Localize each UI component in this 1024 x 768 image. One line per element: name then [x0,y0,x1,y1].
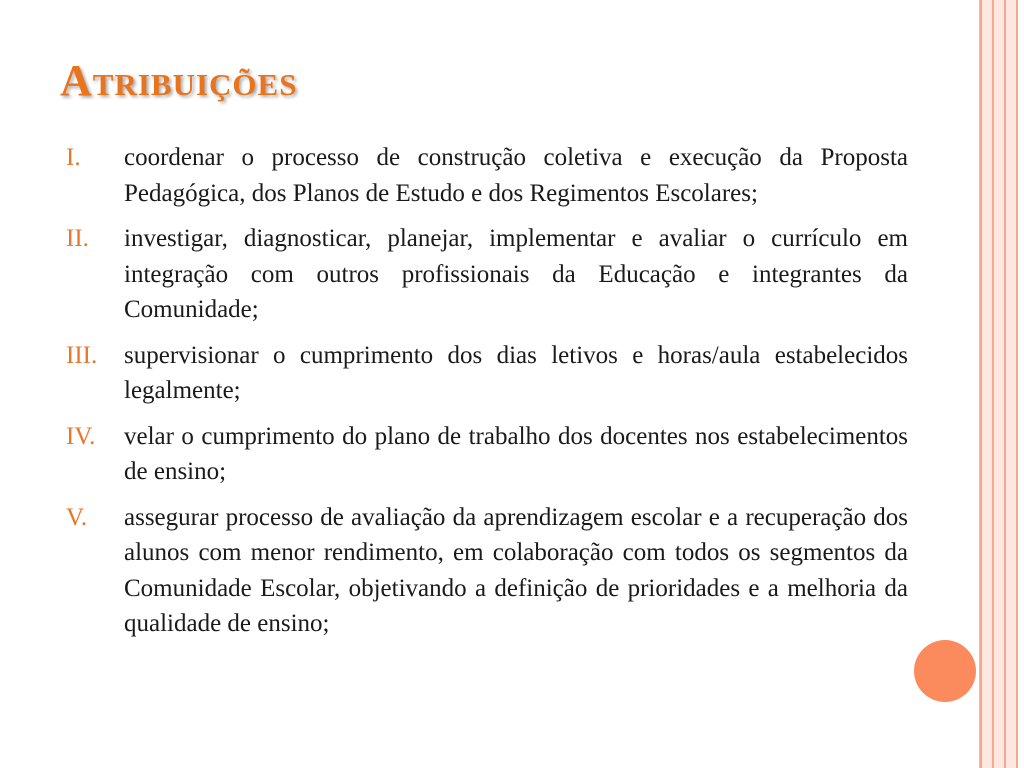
list-item [66,419,908,490]
list-item [66,500,908,642]
attributions-list [66,140,908,652]
list-item-number: I. [66,144,81,171]
list-item-number: V. [66,503,88,531]
list-item-text: assegurar processo de avaliação da aprendizagem escolar e a recuperação dos alunos com menor rendimento, em colaboração com todos os segmentos da Comunidade Escolar, objetivando a definição de prioridades e a melhoria da qualidade de ensino; [124,503,908,637]
list-item-text: supervisionar o cumprimento dos dias letivos e horas/aula estabelecidos legalmente; [124,341,908,404]
list-item-number: II. [66,225,89,252]
accent-circle-icon [914,640,976,702]
frame-fill [1006,0,1016,768]
frame-fill [994,0,1004,768]
decorative-edge-frame [980,0,1024,768]
frame-line [1016,0,1018,768]
list-item-number: IV. [66,422,96,450]
list-item [66,221,908,328]
list-item-number: III. [66,341,98,369]
slide-title: Atribuições [60,56,298,105]
list-item [66,140,908,211]
frame-fill [982,0,992,768]
list-item-text: velar o cumprimento do plano de trabalho dos docentes nos estabelecimentos de ensino; [124,422,908,485]
list-item-text: investigar, diagnosticar, planejar, implementar e avaliar o currículo em integração com outros profissionais da Educação e integrantes da Comunidade; [124,225,908,323]
list-item-text: coordenar o processo de construção coletiva e execução da Proposta Pedagógica, dos Planos de Estudo e dos Regimentos Escolares; [124,144,908,207]
list-item [66,338,908,409]
